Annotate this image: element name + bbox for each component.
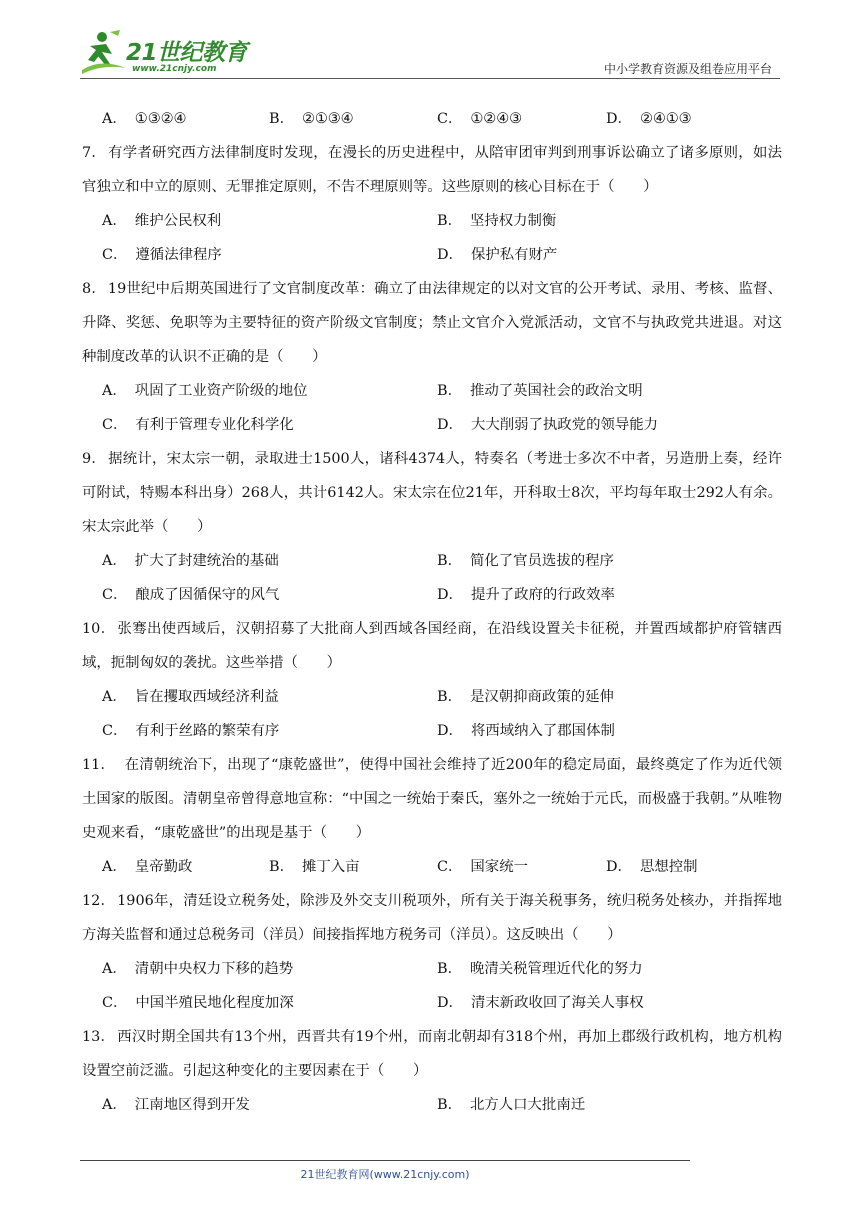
footer-divider — [80, 1160, 690, 1161]
q7-option-b[interactable]: B． 坚持权力制衡 — [437, 213, 557, 229]
q7-option-c[interactable]: C． 遵循法律程序 — [102, 247, 222, 263]
q12-stem: 12． 1906年，清廷设立税务处，除涉及外交支川税项外，所有关于海关税事务，统归税务处核办，并指挥地方海关监督和通过总税务司（洋员）间接指挥地方税务司（洋员）。这反映出（ ） — [82, 893, 782, 943]
site-logo[interactable] — [80, 28, 250, 80]
q13-stem: 13． 西汉时期全国共有13个州，西晋共有19个州，而南北朝却有318个州，再加上郡级行政机构，地方机构设置空前泛滥。引起这种变化的主要因素在于（ ） — [82, 1029, 783, 1079]
q9-option-a[interactable]: A． 扩大了封建统治的基础 — [102, 553, 279, 569]
q6-option-b[interactable]: B． ②①③④ — [269, 111, 354, 127]
q8-option-a[interactable]: A． 巩固了工业资产阶级的地位 — [102, 383, 308, 399]
question-list — [82, 102, 782, 1122]
q13-options-row1 — [82, 1088, 782, 1122]
q10-option-a[interactable]: A． 旨在攫取西域经济利益 — [102, 689, 279, 705]
q9-option-b[interactable]: B． 简化了官员选拔的程序 — [437, 553, 614, 569]
q12-option-a[interactable]: A． 清朝中央权力下移的趋势 — [102, 961, 294, 977]
q12-option-c[interactable]: C． 中国半殖民地化程度加深 — [102, 995, 294, 1011]
q6-option-d[interactable]: D． ②④①③ — [606, 111, 692, 127]
q8-option-d[interactable]: D． 大大削弱了执政党的领导能力 — [437, 417, 659, 433]
q6-option-c[interactable]: C． ①②④③ — [437, 111, 523, 127]
q12-options-row2 — [82, 986, 782, 1020]
q10-stem: 10． 张骞出使西域后，汉朝招募了大批商人到西域各国经商，在沿线设置关卡征税，并置西域都护府管辖西域，扼制匈奴的袭扰。这些举措（ ） — [82, 621, 782, 671]
runner-logo-icon — [80, 28, 128, 76]
logo-text: 21世纪教育 — [126, 40, 248, 66]
q11-option-d[interactable]: D． 思想控制 — [606, 859, 698, 875]
q11-options — [82, 850, 782, 884]
q7-stem: 7． 有学者研究西方法律制度时发现，在漫长的历史进程中，从陪审团审判到刑事诉讼确立了诸多原则，如法官独立和中立的原则、无罪推定原则，不告不理原则等。这些原则的核心目标在于（ ） — [82, 145, 782, 195]
q9-options-row2 — [82, 578, 782, 612]
q9-options-row1 — [82, 544, 782, 578]
page-header — [0, 0, 860, 90]
q8-options-row2 — [82, 408, 782, 442]
q9-option-d[interactable]: D． 提升了政府的行政效率 — [437, 587, 615, 603]
header-divider — [80, 78, 780, 79]
q11-option-b[interactable]: B． 摊丁入亩 — [269, 859, 360, 875]
q13-option-b[interactable]: B． 北方人口大批南迁 — [437, 1097, 586, 1113]
q9-option-c[interactable]: C． 酿成了因循保守的风气 — [102, 587, 280, 603]
q7-options-row1 — [82, 204, 782, 238]
q10-options-row2 — [82, 714, 782, 748]
q10-options-row1 — [82, 680, 782, 714]
q8-options-row1 — [82, 374, 782, 408]
q12-option-d[interactable]: D． 清末新政收回了海关人事权 — [437, 995, 644, 1011]
q13-option-a[interactable]: A． 江南地区得到开发 — [102, 1097, 250, 1113]
q12-options-row1 — [82, 952, 782, 986]
footer-link[interactable]: 21世纪教育网(www.21cnjy.com) — [300, 1168, 470, 1181]
q6-options — [82, 102, 782, 136]
header-slogan: 中小学教育资源及组卷应用平台 — [603, 62, 772, 76]
q11-option-c[interactable]: C． 国家统一 — [437, 859, 528, 875]
q7-option-a[interactable]: A． 维护公民权利 — [102, 213, 222, 229]
q11-stem: 11． 在清朝统治下，出现了“康乾盛世”，使得中国社会维持了近200年的稳定局面，最终奠定了作为近代领土国家的版图。清朝皇帝曾得意地宣称：“中国之一统始于秦氏，塞外之一统始于元氏，而极盛于我朝。”从唯物史观来看，“康乾盛世”的出现是基于（ ） — [82, 757, 782, 841]
q10-option-b[interactable]: B． 是汉朝抑商政策的延伸 — [437, 689, 614, 705]
logo-url: www.21cnjy.com — [132, 64, 217, 74]
q7-option-d[interactable]: D． 保护私有财产 — [437, 247, 558, 263]
q10-option-d[interactable]: D． 将西域纳入了郡国体制 — [437, 723, 615, 739]
q6-option-a[interactable]: A． ①③②④ — [102, 111, 187, 127]
q7-options-row2 — [82, 238, 782, 272]
q11-option-a[interactable]: A． 皇帝勤政 — [102, 859, 193, 875]
q9-stem: 9． 据统计，宋太宗一朝，录取进士1500人，诸科4374人，特奏名（考进士多次不中者，另造册上奏，经许可附试，特赐本科出身）268人，共计6142人。宋太宗在位21年，开科取士8次，平均每年取士292人有余。宋太宗此举（ ） — [82, 451, 783, 535]
q8-option-c[interactable]: C． 有利于管理专业化科学化 — [102, 417, 294, 433]
q12-option-b[interactable]: B． 晚清关税管理近代化的努力 — [437, 961, 643, 977]
q10-option-c[interactable]: C． 有利于丝路的繁荣有序 — [102, 723, 280, 739]
q8-option-b[interactable]: B． 推动了英国社会的政治文明 — [437, 383, 643, 399]
q8-stem: 8． 19世纪中后期英国进行了文官制度改革：确立了由法律规定的以对文官的公开考试、录用、考核、监督、升降、奖惩、免职等为主要特征的资产阶级文官制度；禁止文官介入党派活动，文官不与执政党共进退。对这种制度改革的认识不正确的是（ ） — [82, 281, 782, 365]
